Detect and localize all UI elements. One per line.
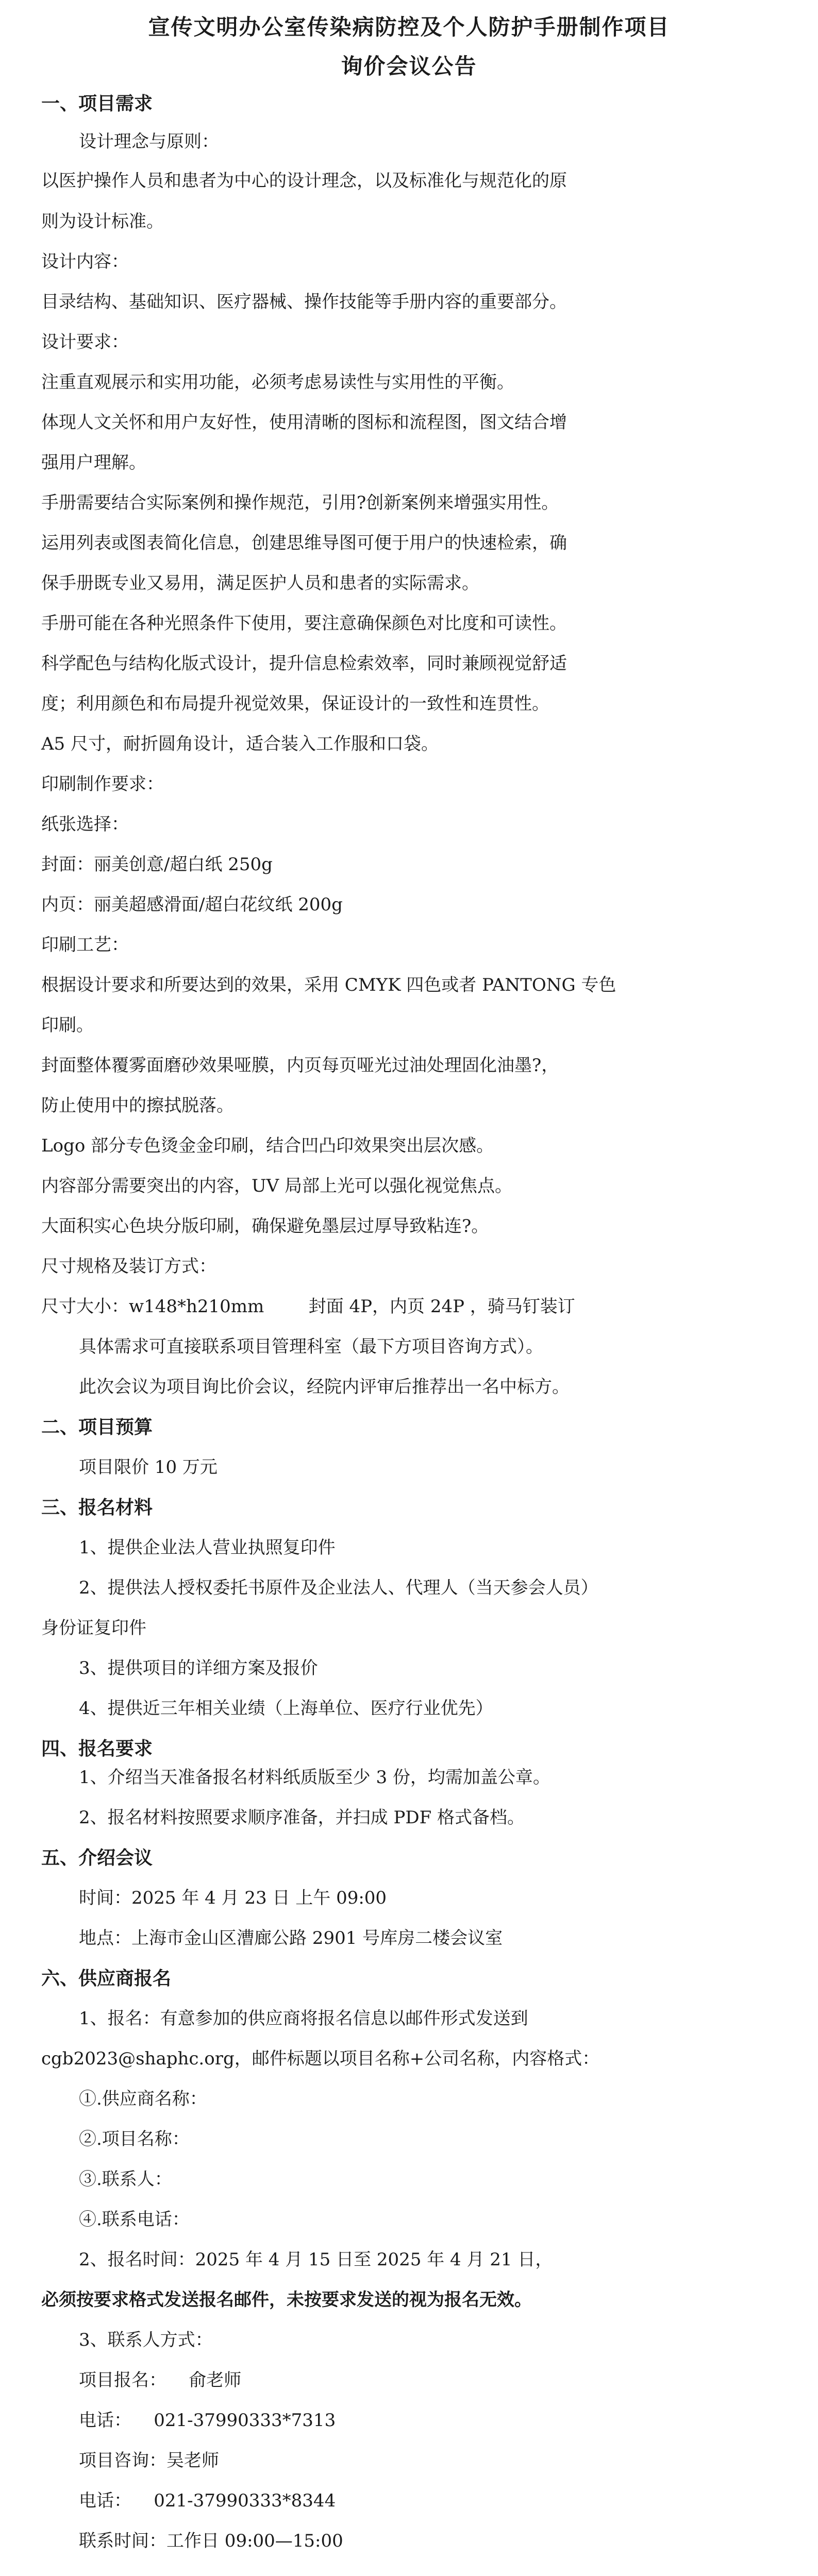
form-field-item: ③.联系人： — [79, 2169, 172, 2190]
section-heading-supplier-registration: 六、供应商报名 — [41, 1968, 172, 1989]
meeting-location: 地点：上海市金山区漕廊公路 2901 号库房二楼会议室 — [79, 1928, 503, 1948]
list-item: 3、联系人方式： — [79, 2330, 213, 2350]
list-item: 4、提供近三年相关业绩（上海单位、医疗行业优先） — [79, 1698, 493, 1719]
registration-contact: 项目报名： 俞老师 — [79, 2370, 242, 2391]
registration-warning: 必须按要求格式发送报名邮件，未按要求发送的视为报名无效。 — [41, 2290, 532, 2310]
size-binding-label: 尺寸规格及装订方式： — [41, 1256, 216, 1277]
paragraph-line: 内页：丽美超感滑面/超白花纹纸 200g — [41, 894, 343, 915]
print-requirements-label: 印刷制作要求： — [41, 774, 164, 794]
list-item: 2、提供法人授权委托书原件及企业法人、代理人（当天参会人员） — [79, 1578, 598, 1598]
printing-craft-label: 印刷工艺： — [41, 935, 129, 955]
consult-phone: 电话： 021-37990333*8344 — [79, 2490, 336, 2511]
list-item: cgb2023@shaphc.org，邮件标题以项目名称+公司名称，内容格式： — [41, 2048, 600, 2069]
list-item: 2、报名材料按照要求顺序准备，并扫成 PDF 格式备档。 — [79, 1807, 525, 1828]
paragraph-line: 尺寸大小：w148*h210mm 封面 4P，内页 24P ，骑马钉装订 — [41, 1296, 575, 1317]
paper-selection-label: 纸张选择： — [41, 814, 129, 835]
paragraph-line: 防止使用中的擦拭脱落。 — [41, 1095, 234, 1116]
list-item: 身份证复印件 — [41, 1618, 146, 1638]
document-title: 宣传文明办公室传染病防控及个人防护手册制作项目 — [148, 14, 670, 40]
paragraph-line: 度；利用颜色和布局提升视觉效果，保证设计的一致性和连贯性。 — [41, 693, 549, 714]
list-item: 1、提供企业法人营业执照复印件 — [79, 1537, 336, 1558]
paragraph-line: 强用户理解。 — [41, 452, 146, 473]
section-heading-requirements: 一、项目需求 — [41, 93, 153, 114]
form-field-item: ②.项目名称： — [79, 2129, 190, 2149]
paragraph-line: 体现人文关怀和用户友好性，使用清晰的图标和流程图，图文结合增 — [41, 412, 567, 433]
design-requirements-label: 设计要求： — [41, 332, 129, 352]
paragraph-line: 注重直观展示和实用功能，必须考虑易读性与实用性的平衡。 — [41, 372, 514, 393]
paragraph-line: 保手册既专业又易用，满足医护人员和患者的实际需求。 — [41, 573, 479, 594]
paragraph-line: 科学配色与结构化版式设计，提升信息检索效率，同时兼顾视觉舒适 — [41, 653, 567, 674]
paragraph-line: A5 尺寸，耐折圆角设计，适合装入工作服和口袋。 — [41, 734, 439, 754]
paragraph-line: 根据设计要求和所要达到的效果，采用 CMYK 四色或者 PANTONG 专色 — [41, 975, 616, 995]
section-heading-materials: 三、报名材料 — [41, 1497, 153, 1518]
section-heading-meeting: 五、介绍会议 — [41, 1847, 153, 1869]
paragraph-line: 大面积实心色块分版印刷，确保避免墨层过厚导致粘连?。 — [41, 1216, 489, 1236]
paragraph-line: Logo 部分专色烫金金印刷，结合凹凸印效果突出层次感。 — [41, 1136, 494, 1156]
paragraph-line: 以医护操作人员和患者为中心的设计理念，以及标准化与规范化的原 — [41, 171, 567, 191]
list-item: 3、提供项目的详细方案及报价 — [79, 1658, 318, 1679]
paragraph-line: 手册可能在各种光照条件下使用，要注意确保颜色对比度和可读性。 — [41, 613, 567, 634]
paragraph-line: 则为设计标准。 — [41, 211, 164, 232]
paragraph-line: 封面：丽美创意/超白纸 250g — [41, 854, 273, 875]
paragraph-line: 此次会议为项目询比价会议，经院内评审后推荐出一名中标方。 — [79, 1377, 570, 1397]
form-field-item: ④.联系电话： — [79, 2209, 190, 2230]
budget-text: 项目限价 10 万元 — [79, 1457, 218, 1478]
paragraph-line: 具体需求可直接联系项目管理科室（最下方项目咨询方式）。 — [79, 1336, 543, 1357]
paragraph-line: 封面整体覆雾面磨砂效果哑膜，内页每页哑光过油处理固化油墨?， — [41, 1055, 559, 1076]
section-heading-budget: 二、项目预算 — [41, 1416, 153, 1438]
list-item: 1、介绍当天准备报名材料纸质版至少 3 份，均需加盖公章。 — [79, 1767, 550, 1788]
section-heading-registration-requirements: 四、报名要求 — [41, 1738, 153, 1759]
form-field-item: ①.供应商名称： — [79, 2089, 207, 2109]
registration-phone: 电话： 021-37990333*7313 — [79, 2410, 336, 2431]
paragraph-line: 手册需要结合实际案例和操作规范，引用?创新案例来增强实用性。 — [41, 493, 559, 513]
consult-contact: 项目咨询：吴老师 — [79, 2450, 219, 2471]
contact-hours: 联系时间：工作日 09:00—15:00 — [79, 2531, 343, 2551]
paragraph-line: 印刷。 — [41, 1015, 94, 1036]
document-subtitle: 询价会议公告 — [341, 54, 477, 79]
paragraph-line: 内容部分需要突出的内容，UV 局部上光可以强化视觉焦点。 — [41, 1176, 513, 1196]
meeting-time: 时间：2025 年 4 月 23 日 上午 09:00 — [79, 1888, 387, 1908]
list-item: 2、报名时间：2025 年 4 月 15 日至 2025 年 4 月 21 日， — [79, 2249, 553, 2270]
paragraph-line: 运用列表或图表简化信息，创建思维导图可便于用户的快速检索，确 — [41, 533, 567, 553]
design-content-label: 设计内容： — [41, 251, 129, 272]
list-item: 1、报名：有意参加的供应商将报名信息以邮件形式发送到 — [79, 2008, 528, 2029]
paragraph-line: 目录结构、基础知识、医疗器械、操作技能等手册内容的重要部分。 — [41, 292, 567, 312]
design-concept-label: 设计理念与原则： — [79, 131, 219, 152]
